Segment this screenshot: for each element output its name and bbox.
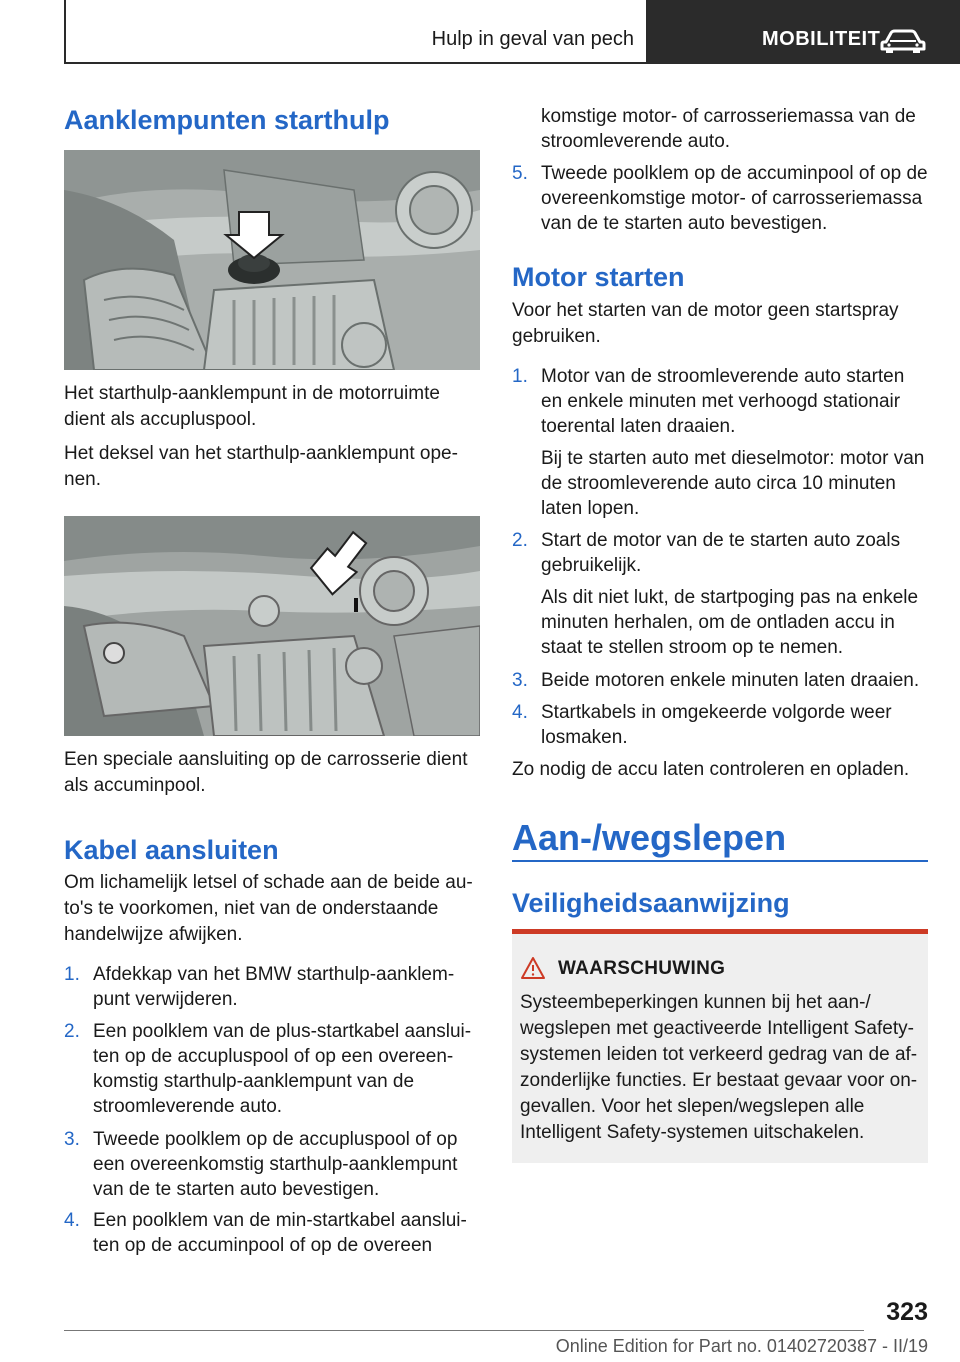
heading-rule bbox=[512, 860, 928, 862]
engine-bay-photo-positive-terminal bbox=[64, 150, 480, 370]
footer-rule bbox=[64, 1330, 864, 1331]
warning-triangle-icon bbox=[520, 956, 546, 980]
step-text: Een poolklem van de plus-startkabel aansluiten op de accupluspool of op een overeenkomstig starthulp-aanklempunt van de stroomleverende auto. bbox=[93, 1021, 472, 1117]
start-engine-intro: Voor het starten van de motor geen startspray gebruiken. bbox=[512, 300, 899, 347]
start-step bbox=[512, 668, 928, 693]
car-icon bbox=[880, 28, 926, 54]
connect-step bbox=[512, 161, 928, 236]
connect-step bbox=[64, 1019, 480, 1119]
start-step bbox=[512, 364, 928, 521]
step-number: 5. bbox=[512, 163, 528, 184]
step-text: Motor van de stroomleverende auto starten en enkele minuten met verhoogd stationair toerental laten draaien. bbox=[541, 366, 905, 437]
footer-edition: Online Edition for Part no. 01402720387 - II/19 bbox=[555, 1336, 928, 1356]
header-chapter-title: MOBILITEIT bbox=[762, 28, 881, 50]
engine-bay-photo-negative-terminal bbox=[64, 516, 480, 736]
step-number: 1. bbox=[64, 964, 80, 985]
header-section-tab bbox=[64, 0, 648, 64]
heading-start-engine: Motor starten bbox=[512, 262, 685, 292]
photo1-caption1: Het starthulp-aanklempunt in de motorruimte dient als accupluspool. bbox=[64, 383, 440, 430]
step-text: Afdekkap van het BMW starthulp-aanklempunt verwijderen. bbox=[93, 964, 455, 1010]
connect-step-continued bbox=[512, 104, 928, 154]
step-number: 3. bbox=[64, 1129, 80, 1150]
step-subtext: Bij te starten auto met dieselmotor: motor van de stroomleverende auto circa 10 minuten laten lopen. bbox=[541, 448, 925, 519]
header-chapter-tab bbox=[648, 0, 960, 64]
start-engine-end: Zo nodig de accu laten controleren en opladen. bbox=[512, 759, 910, 780]
header-section-title: Hulp in geval van pech bbox=[431, 28, 634, 50]
connect-step bbox=[64, 962, 480, 1012]
step-subtext: Als dit niet lukt, de startpoging pas na enkele minuten herhalen, om de ontladen accu in staat te stellen stroom op te nemen. bbox=[541, 587, 919, 658]
heading-connect-cables: Kabel aansluiten bbox=[64, 835, 279, 865]
page-number: 323 bbox=[886, 1298, 928, 1326]
step-text: Startkabels in omgekeerde volgorde weer losmaken. bbox=[541, 702, 892, 748]
step-number: 1. bbox=[512, 366, 528, 387]
step-number: 2. bbox=[64, 1021, 80, 1042]
step-text: Start de motor van de te starten auto zoals gebruikelijk. bbox=[541, 530, 901, 576]
start-step bbox=[512, 528, 928, 660]
step-text: komstige motor- of carrosseriemassa van de stroomleverende auto. bbox=[541, 106, 916, 152]
step-number: 4. bbox=[512, 702, 528, 723]
step-number: 4. bbox=[64, 1210, 80, 1231]
step-number: 3. bbox=[512, 670, 528, 691]
photo2-caption: Een speciale aansluiting op de carrosserie dient als accuminpool. bbox=[64, 749, 468, 796]
photo1-caption2: Het deksel van het starthulp-aanklempunt openen. bbox=[64, 443, 458, 490]
warning-box bbox=[512, 929, 928, 1163]
connect-intro: Om lichamelijk letsel of schade aan de beide auto's te voorkomen, niet van de onderstaande handelwijze afwijken. bbox=[64, 872, 473, 945]
warning-title: WAARSCHUWING bbox=[558, 958, 726, 979]
warning-text: Systeembeperkingen kunnen bij het aan-/ wegslepen met geactiveerde Intelligent Safety-systemen leiden tot verkeerd gedrag van de afzonderlijke functies. Er bestaat gevaar voor ongevallen. Voor het slepen/wegslepen alle Intelligent Safety-systemen uitschakelen. bbox=[520, 992, 918, 1143]
start-step bbox=[512, 700, 928, 750]
connect-step bbox=[64, 1208, 480, 1258]
heading-safety-notice: Veiligheidsaanwijzing bbox=[512, 888, 790, 918]
step-text: Beide motoren enkele minuten laten draaien. bbox=[541, 670, 920, 691]
connect-step bbox=[64, 1127, 480, 1202]
step-text: Een poolklem van de min-startkabel aansluiten op de accuminpool of op de overeen bbox=[93, 1210, 467, 1256]
step-text: Tweede poolklem op de accupluspool of op een overeenkomstig starthulp-aanklempunt van de te starten auto bevestigen. bbox=[93, 1129, 458, 1200]
step-number: 2. bbox=[512, 530, 528, 551]
step-text: Tweede poolklem op de accuminpool of op de overeenkomstige motor- of carrosseriemassa van de te starten auto bevestigen. bbox=[541, 163, 928, 234]
heading-jump-start-points: Aanklempunten starthulp bbox=[64, 105, 390, 135]
heading-towing: Aan-/wegslepen bbox=[512, 817, 787, 858]
